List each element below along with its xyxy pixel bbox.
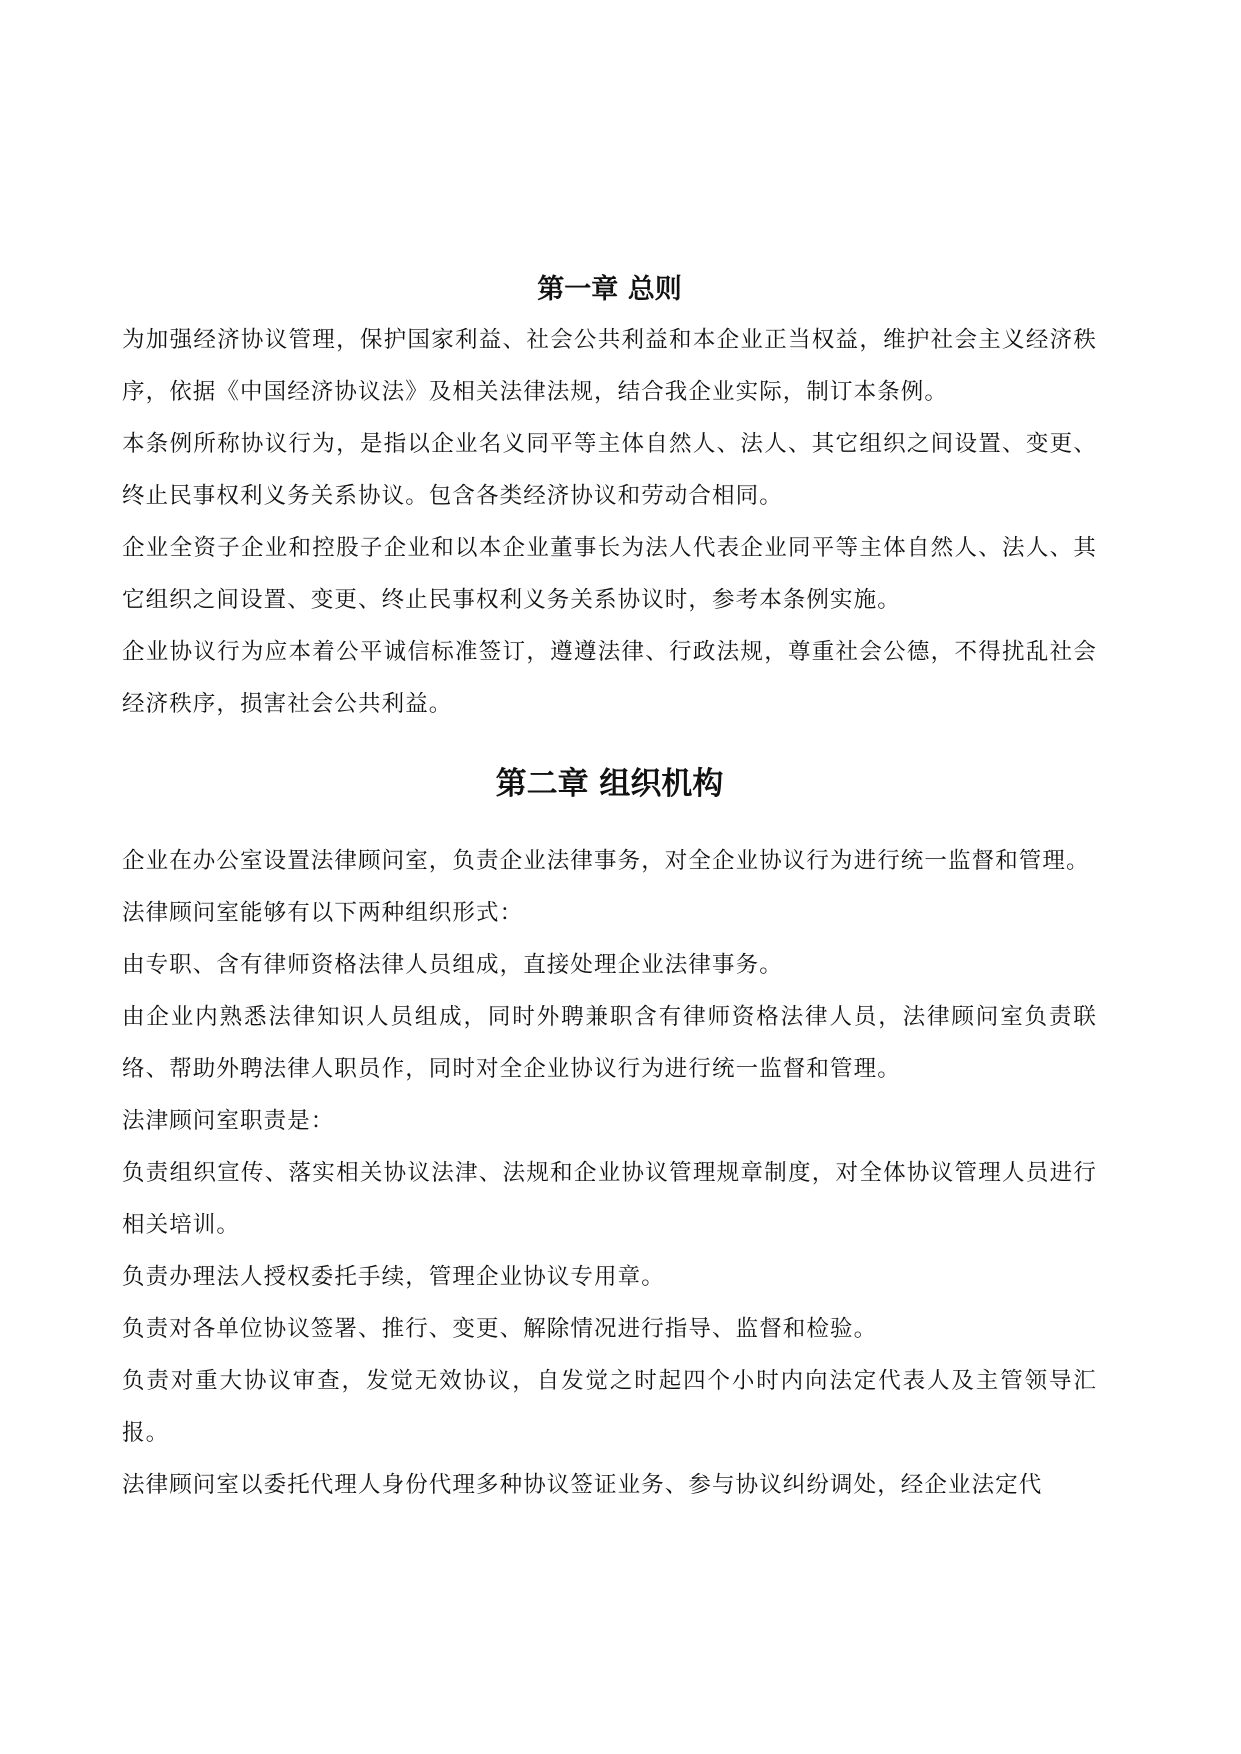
chapter-2-paragraph: 企业在办公室设置法律顾问室，负责企业法律事务，对全企业协议行为进行统一监督和管理。	[122, 848, 1090, 874]
chapter-2-title: 第二章 组织机构	[495, 766, 724, 802]
chapter-2-paragraph: 负责对重大协议审查，发觉无效协议，自发觉之时起四个小时内向法定代表人及主管领导汇报。	[122, 1368, 1097, 1446]
chapter-1-paragraph: 本条例所称协议行为，是指以企业名义同平等主体自然人、法人、其它组织之间设置、变更、终止民事权利义务关系协议。包含各类经济协议和劳动合相同。	[122, 431, 1097, 509]
chapter-1-title: 第一章 总则	[537, 274, 682, 305]
chapter-1-paragraph: 企业全资子企业和控股子企业和以本企业董事长为法人代表企业同平等主体自然人、法人、其它组织之间设置、变更、终止民事权利义务关系协议时，参考本条例实施。	[122, 535, 1097, 613]
chapter-1-paragraph: 为加强经济协议管理，保护国家利益、社会公共利益和本企业正当权益，维护社会主义经济秩序，依据《中国经济协议法》及相关法律法规，结合我企业实际，制订本条例。	[122, 327, 1097, 405]
chapter-2-paragraph: 由专职、含有律师资格法律人员组成，直接处理企业法律事务。	[122, 952, 783, 978]
chapter-2-paragraph: 负责对各单位协议签署、推行、变更、解除情况进行指导、监督和检验。	[122, 1316, 878, 1342]
document-body	[122, 270, 1097, 1511]
chapter-2-paragraph: 法律顾问室能够有以下两种组织形式：	[122, 900, 524, 926]
chapter-2-paragraph: 法律顾问室以委托代理人身份代理多种协议签证业务、参与协议纠纷调处，经企业法定代	[122, 1472, 1043, 1498]
chapter-1-paragraph: 企业协议行为应本着公平诚信标准签订，遵遵法律、行政法规，尊重社会公德，不得扰乱社会经济秩序，损害社会公共利益。	[122, 639, 1097, 717]
chapter-2-paragraph: 法津顾问室职责是：	[122, 1108, 335, 1134]
chapter-2-paragraph: 由企业内熟悉法律知识人员组成，同时外聘兼职含有律师资格法律人员，法律顾问室负责联络、帮助外聘法律人职员作，同时对全企业协议行为进行统一监督和管理。	[122, 1004, 1097, 1082]
chapter-2-paragraph: 负责办理法人授权委托手续，管理企业协议专用章。	[122, 1264, 665, 1290]
chapter-2-paragraph: 负责组织宣传、落实相关协议法津、法规和企业协议管理规章制度，对全体协议管理人员进行相关培训。	[122, 1160, 1097, 1238]
